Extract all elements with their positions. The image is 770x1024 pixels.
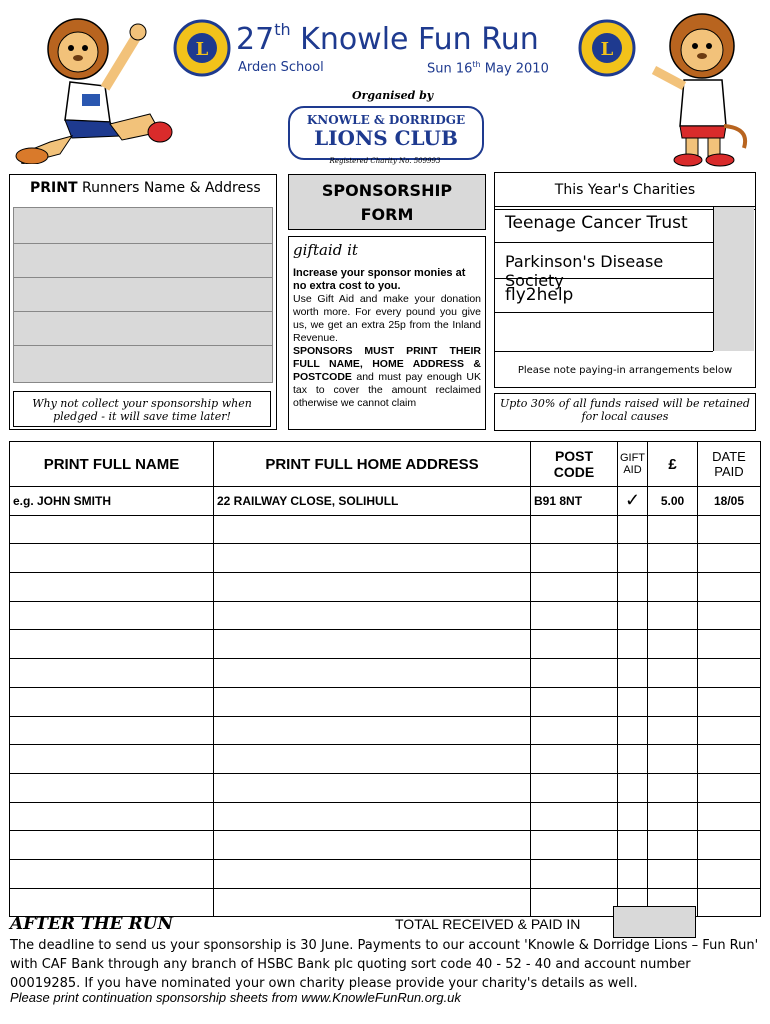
example-amount: 5.00: [648, 487, 698, 516]
svg-text:L: L: [195, 39, 209, 60]
charities-list: [494, 206, 756, 388]
table-cell[interactable]: [698, 515, 761, 544]
table-cell[interactable]: [10, 773, 214, 802]
table-cell[interactable]: [531, 802, 618, 831]
table-row[interactable]: [10, 630, 761, 659]
table-cell[interactable]: [618, 859, 648, 888]
table-cell[interactable]: [531, 859, 618, 888]
form-title-box: [288, 174, 486, 230]
table-cell[interactable]: [698, 573, 761, 602]
runner-field-4[interactable]: [13, 311, 273, 347]
table-cell[interactable]: [531, 515, 618, 544]
standing-lion-illustration: [640, 8, 758, 168]
table-cell[interactable]: [10, 515, 214, 544]
continuation-note: Please print continuation sponsorship sheets from www.KnowleFunRun.org.uk: [10, 990, 461, 1005]
table-cell[interactable]: [698, 745, 761, 774]
collect-note: Why not collect your sponsorship when pledged - it will save time later!: [13, 391, 271, 427]
table-cell[interactable]: [10, 601, 214, 630]
giftaid-body: Use Gift Aid and make your donation worth more. For every pound you give us, we get an extra 25p from the Inland Revenue.: [293, 293, 481, 344]
table-cell[interactable]: [214, 659, 531, 688]
table-cell[interactable]: [10, 831, 214, 860]
table-cell[interactable]: [531, 831, 618, 860]
table-cell[interactable]: [214, 745, 531, 774]
sponsorship-table: [9, 441, 761, 917]
table-cell[interactable]: [531, 544, 618, 573]
table-cell[interactable]: [214, 544, 531, 573]
table-cell[interactable]: [10, 630, 214, 659]
table-cell[interactable]: [618, 773, 648, 802]
table-cell[interactable]: [698, 773, 761, 802]
charity-item: Parkinson's Disease Society: [495, 243, 713, 279]
table-cell[interactable]: [648, 515, 698, 544]
organised-by: Organised by: [352, 89, 434, 102]
table-cell[interactable]: [531, 716, 618, 745]
giftaid-intro: Increase your sponsor monies at no extra cost to you.: [293, 267, 466, 292]
table-cell[interactable]: [214, 716, 531, 745]
example-postcode: B91 8NT: [531, 487, 618, 516]
table-cell[interactable]: [531, 573, 618, 602]
table-cell[interactable]: [10, 687, 214, 716]
table-cell[interactable]: [648, 630, 698, 659]
table-cell[interactable]: [618, 802, 648, 831]
table-cell[interactable]: [10, 573, 214, 602]
table-cell[interactable]: [648, 831, 698, 860]
table-cell[interactable]: [618, 687, 648, 716]
charities-title: This Year's Charities: [554, 182, 696, 198]
table-row[interactable]: [10, 659, 761, 688]
svg-text:L: L: [600, 39, 614, 60]
charity-item: fly2help: [495, 279, 713, 313]
form-title-line2: FORM: [360, 205, 414, 224]
table-cell[interactable]: [698, 859, 761, 888]
col-header-amount: £: [648, 442, 698, 487]
table-cell[interactable]: [698, 601, 761, 630]
table-cell[interactable]: [648, 544, 698, 573]
total-label: TOTAL RECEIVED & PAID IN: [395, 916, 581, 932]
table-cell[interactable]: [10, 716, 214, 745]
paying-in-note: Please note paying-in arrangements below: [517, 365, 733, 376]
runner-field-3[interactable]: [13, 277, 273, 313]
running-lion-illustration: [10, 14, 175, 164]
table-cell[interactable]: [648, 859, 698, 888]
table-cell[interactable]: [531, 888, 618, 917]
table-cell[interactable]: [648, 659, 698, 688]
table-cell[interactable]: [10, 802, 214, 831]
table-cell[interactable]: [10, 859, 214, 888]
table-cell[interactable]: [531, 630, 618, 659]
table-cell[interactable]: [214, 687, 531, 716]
table-cell[interactable]: [214, 601, 531, 630]
table-row[interactable]: [10, 687, 761, 716]
runner-details-box: [9, 174, 277, 430]
table-cell[interactable]: [531, 745, 618, 774]
table-cell[interactable]: [698, 831, 761, 860]
table-cell[interactable]: [698, 888, 761, 917]
table-cell[interactable]: [698, 630, 761, 659]
col-header-date: DATE PAID: [698, 442, 761, 487]
table-cell[interactable]: [531, 659, 618, 688]
giftaid-logo: giftaid it: [293, 241, 358, 259]
table-row[interactable]: [10, 573, 761, 602]
example-name: e.g. JOHN SMITH: [10, 487, 214, 516]
table-cell[interactable]: [698, 659, 761, 688]
table-cell[interactable]: [618, 630, 648, 659]
table-cell[interactable]: [531, 601, 618, 630]
table-cell[interactable]: [648, 601, 698, 630]
table-cell[interactable]: [618, 716, 648, 745]
table-row[interactable]: [10, 601, 761, 630]
table-cell[interactable]: [618, 601, 648, 630]
table-cell[interactable]: [10, 659, 214, 688]
after-run-heading: AFTER THE RUN: [10, 914, 173, 934]
table-cell[interactable]: [618, 544, 648, 573]
table-row[interactable]: [10, 773, 761, 802]
table-cell[interactable]: [618, 515, 648, 544]
table-row[interactable]: [10, 802, 761, 831]
lions-logo-left: [173, 18, 231, 78]
table-cell[interactable]: [618, 573, 648, 602]
table-row[interactable]: [10, 831, 761, 860]
charities-title-box: [494, 172, 756, 210]
table-cell[interactable]: [214, 831, 531, 860]
table-row[interactable]: [10, 859, 761, 888]
table-cell[interactable]: [648, 773, 698, 802]
runner-field-2[interactable]: [13, 243, 273, 279]
table-cell[interactable]: [214, 573, 531, 602]
table-cell[interactable]: [214, 773, 531, 802]
col-header-address: PRINT FULL HOME ADDRESS: [214, 442, 531, 487]
table-cell[interactable]: [531, 773, 618, 802]
table-cell[interactable]: [698, 687, 761, 716]
table-row[interactable]: [10, 544, 761, 573]
event-title: 27th Knowle Fun Run: [236, 20, 539, 57]
table-row[interactable]: [10, 515, 761, 544]
retain-note: Upto 30% of all funds raised will be retained for local causes: [494, 393, 756, 431]
table-cell[interactable]: [698, 802, 761, 831]
venue: Arden School: [238, 60, 324, 75]
runner-field-1[interactable]: [13, 207, 273, 245]
total-field[interactable]: [613, 906, 696, 938]
table-row[interactable]: [10, 716, 761, 745]
club-name-line1: KNOWLE & DORRIDGE: [306, 113, 466, 127]
runner-box-label: PRINT Runners Name & Address: [30, 180, 261, 196]
table-cell[interactable]: [648, 745, 698, 774]
table-cell[interactable]: [214, 888, 531, 917]
table-cell[interactable]: [214, 515, 531, 544]
check-icon: ✓: [618, 487, 648, 516]
table-cell[interactable]: [214, 802, 531, 831]
table-cell[interactable]: [698, 716, 761, 745]
giftaid-sponsors: SPONSORS MUST PRINT THEIR FULL NAME, HOME ADDRESS & POSTCODE and must pay enough UK tax to cover the amount reclaimed otherwise we cannot claim: [293, 345, 481, 409]
table-cell[interactable]: [10, 544, 214, 573]
table-cell[interactable]: [648, 802, 698, 831]
example-address: 22 RAILWAY CLOSE, SOLIHULL: [214, 487, 531, 516]
table-cell[interactable]: [531, 687, 618, 716]
col-header-giftaid: GIFT AID: [618, 442, 648, 487]
table-header-row: [10, 442, 761, 487]
table-cell[interactable]: [648, 687, 698, 716]
table-cell[interactable]: [648, 573, 698, 602]
table-cell[interactable]: [618, 831, 648, 860]
table-cell[interactable]: [10, 888, 214, 917]
table-cell[interactable]: [214, 859, 531, 888]
club-logo: [288, 106, 484, 160]
club-name-line2: LIONS CLUB: [314, 126, 458, 150]
table-row[interactable]: [10, 745, 761, 774]
table-cell[interactable]: [618, 659, 648, 688]
col-header-name: PRINT FULL NAME: [10, 442, 214, 487]
table-cell[interactable]: [648, 716, 698, 745]
charity-tick-column[interactable]: [713, 207, 754, 351]
giftaid-box: [288, 236, 486, 430]
lions-logo-right: [578, 18, 636, 78]
charity-number: Registered Charity No. 509993: [329, 157, 441, 165]
table-cell[interactable]: [10, 745, 214, 774]
table-cell[interactable]: [698, 544, 761, 573]
form-title-line1: SPONSORSHIP: [321, 181, 453, 200]
after-run-text: The deadline to send us your sponsorship is 30 June. Payments to our account 'Knowle & Dorridge Lions – Fun Run' with CAF Bank through any branch of HSBC Bank plc quoting sort code 40 - 52 - 40 and account number 00019285. If you have nominated your own charity please provide your charity's details as well.: [10, 938, 759, 991]
runner-field-5[interactable]: [13, 345, 273, 383]
table-cell[interactable]: [618, 745, 648, 774]
example-row: [10, 487, 761, 516]
charity-item: [495, 313, 713, 352]
charity-item: Teenage Cancer Trust: [495, 207, 713, 243]
example-date: 18/05: [698, 487, 761, 516]
table-cell[interactable]: [214, 630, 531, 659]
event-date: Sun 16th May 2010: [427, 60, 549, 77]
col-header-postcode: POST CODE: [531, 442, 618, 487]
